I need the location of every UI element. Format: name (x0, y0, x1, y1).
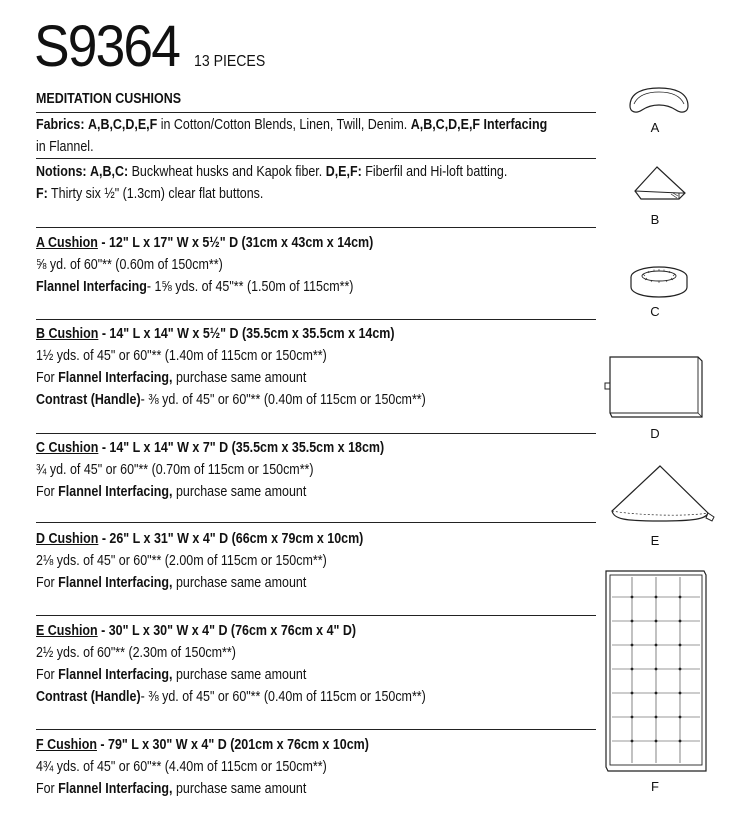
fabrics-label: Fabrics: (36, 117, 85, 133)
interfacing-label: Flannel Interfacing, (58, 575, 173, 591)
yardage: ¾ yd. of 45" or 60"** (0.70m of 115cm or 150cm**) (36, 462, 314, 478)
for-text: For (36, 484, 55, 500)
figure-label-d: D (650, 426, 660, 441)
figure-label-e: E (650, 533, 660, 548)
yardage: 1½ yds. of 45" or 60"** (1.40m of 115cm or 150cm**) (36, 348, 327, 364)
interfacing-text: - 1⅝ yds. of 45"** (1.50m of 115cm**) (146, 279, 354, 295)
cushion-name: F Cushion (36, 737, 97, 753)
yardage: 4¾ yds. of 45" or 60"** (4.40m of 115cm or 150cm**) (36, 759, 327, 775)
contrast-text: - ⅜ yd. of 45" or 60"** (0.40m of 115cm or 150cm**) (140, 392, 426, 408)
yardage: 2⅛ yds. of 45" or 60"** (2.00m of 115cm or 150cm**) (36, 553, 327, 569)
divider (36, 227, 596, 228)
for-text: For (36, 370, 55, 386)
cushion-d-section (36, 528, 586, 594)
cushion-dimensions: - 14" L x 14" W x 5½" D (35.5cm x 35.5cm x 14cm) (101, 326, 395, 342)
divider (36, 615, 596, 616)
cushion-a-section (36, 232, 586, 298)
cushion-name: B Cushion (36, 326, 99, 342)
cushion-dimensions: - 12" L x 17" W x 5½" D (31cm x 43cm x 14cm) (101, 235, 374, 251)
divider (36, 112, 596, 113)
cushion-c-section (36, 437, 586, 503)
fabrics-text: in Cotton/Cotton Blends, Linen, Twill, Denim. (160, 117, 408, 133)
cushion-dimensions: - 79" L x 30" W x 4" D (201cm x 76cm x 10cm) (100, 737, 369, 753)
cushion-name: C Cushion (36, 440, 99, 456)
interfacing-views: A,B,C,D,E,F Interfacing (410, 117, 548, 133)
cushion-dimensions: - 26" L x 31" W x 4" D (66cm x 79cm x 10cm) (101, 531, 364, 547)
interfacing-text: purchase same amount (175, 484, 307, 500)
cushion-f-illustration-icon (600, 565, 710, 775)
cushion-dimensions: - 30" L x 30" W x 4" D (76cm x 76cm x 4" D) (101, 623, 357, 639)
divider (36, 319, 596, 320)
cushion-a-illustration-icon (624, 84, 694, 122)
pattern-title: MEDITATION CUSHIONS (36, 91, 182, 107)
cushion-d-illustration-icon (598, 351, 706, 423)
interfacing-label: Flannel Interfacing (36, 279, 147, 295)
fabrics-views: A,B,C,D,E,F (87, 117, 158, 133)
notions-text-2: Fiberfil and Hi-loft batting. (365, 164, 508, 180)
cushion-b-illustration-icon (627, 163, 691, 207)
contrast-label: Contrast (Handle) (36, 392, 141, 408)
cushion-f-section (36, 734, 586, 800)
notions-text-3: Thirty six ½" (1.3cm) clear flat buttons. (51, 186, 264, 202)
interfacing-label: Flannel Interfacing, (58, 370, 173, 386)
cushion-e-section (36, 620, 586, 708)
for-text: For (36, 575, 55, 591)
fabrics-section (36, 114, 586, 158)
notions-text-1: Buckwheat husks and Kapok fiber. (131, 164, 323, 180)
for-text: For (36, 781, 55, 797)
interfacing-label: Flannel Interfacing, (58, 781, 173, 797)
notions-views-2: D,E,F: (325, 164, 362, 180)
figure-label-a: A (650, 120, 660, 135)
figure-label-c: C (650, 304, 660, 319)
cushion-c-illustration-icon (627, 262, 691, 302)
cushion-b-section (36, 323, 586, 411)
interfacing-label: Flannel Interfacing, (58, 667, 173, 683)
divider (36, 729, 596, 730)
divider (36, 158, 596, 159)
pattern-number: S9364 (34, 14, 180, 79)
cushion-name: E Cushion (36, 623, 98, 639)
cushion-name: A Cushion (36, 235, 98, 251)
for-text: For (36, 667, 55, 683)
notions-views-3: F: (36, 186, 48, 202)
pattern-header (34, 14, 275, 79)
interfacing-text: purchase same amount (175, 370, 307, 386)
figure-label-f: F (651, 779, 659, 794)
interfacing-text: purchase same amount (175, 781, 307, 797)
notions-section (36, 161, 586, 205)
figure-label-b: B (650, 212, 660, 227)
divider (36, 433, 596, 434)
contrast-label: Contrast (Handle) (36, 689, 141, 705)
fabrics-text-2: in Flannel. (36, 139, 94, 155)
yardage: ⅝ yd. of 60"** (0.60m of 150cm**) (36, 257, 223, 273)
piece-count: 13 PIECES (193, 53, 265, 70)
cushion-dimensions: - 14" L x 14" W x 7" D (35.5cm x 35.5cm x 18cm) (101, 440, 385, 456)
interfacing-text: purchase same amount (175, 667, 307, 683)
notions-label: Notions: (36, 164, 87, 180)
yardage: 2½ yds. of 60"** (2.30m of 150cm**) (36, 645, 236, 661)
interfacing-label: Flannel Interfacing, (58, 484, 173, 500)
divider (36, 522, 596, 523)
notions-views-1: A,B,C: (90, 164, 129, 180)
contrast-text: - ⅜ yd. of 45" or 60"** (0.40m of 115cm or 150cm**) (140, 689, 426, 705)
interfacing-text: purchase same amount (175, 575, 307, 591)
cushion-name: D Cushion (36, 531, 99, 547)
cushion-e-illustration-icon (604, 461, 716, 527)
